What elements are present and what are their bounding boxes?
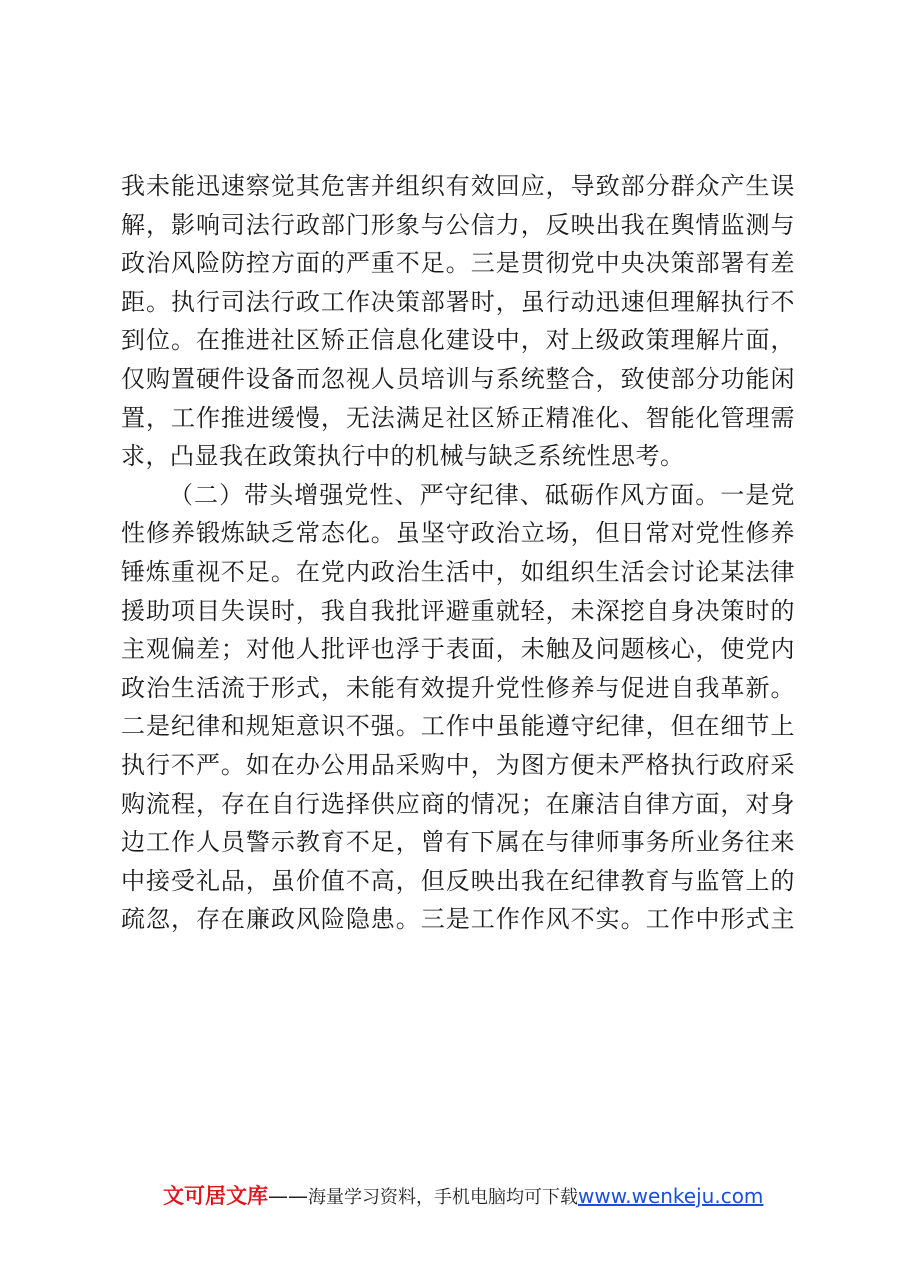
text-line: 性修养锻炼缺乏常态化。虽坚守政治立场，但日常对党性修养 [121,519,795,548]
website-link[interactable]: www.wenkeju.com [578,1184,764,1208]
text-line: 到位。在推进社区矫正信息化建设中，对上级政策理解片面， [121,326,795,355]
footer-banner [163,1181,763,1213]
section-heading-line: （二）带头增强党性、严守纪律、砥砺作风方面。一是党 [169,480,795,509]
body-text [121,167,795,939]
text-line: 执行不严。如在办公用品采购中，为图方便未严格执行政府采 [121,750,795,779]
footer-dash: —— [268,1184,308,1208]
text-line: 政治生活流于形式，未能有效提升党性修养与促进自我革新。 [121,673,795,702]
text-line: 中接受礼品，虽价值不高，但反映出我在纪律教育与监管上的 [121,866,795,895]
text-line: 边工作人员警示教育不足，曾有下属在与律师事务所业务往来 [121,828,795,857]
text-line: 购流程，存在自行选择供应商的情况；在廉洁自律方面，对身 [121,789,795,818]
text-line: 援助项目失误时，我自我批评避重就轻，未深挖自身决策时的 [121,596,795,625]
text-line: 二是纪律和规矩意识不强。工作中虽能遵守纪律，但在细节上 [121,712,795,741]
text-line: 解，影响司法行政部门形象与公信力，反映出我在舆情监测与 [121,210,795,239]
text-line: 疏忽，存在廉政风险隐患。三是工作作风不实。工作中形式主 [121,905,795,934]
footer-tagline: 海量学习资料，手机电脑均可下载 [308,1187,578,1208]
text-line: 政治风险防控方面的严重不足。三是贯彻党中央决策部署有差 [121,249,795,278]
text-line: 置，工作推进缓慢，无法满足社区矫正精准化、智能化管理需 [121,403,795,432]
brand-name: 文可居文库 [163,1184,268,1208]
text-line: 主观偏差；对他人批评也浮于表面，未触及问题核心，使党内 [121,635,795,664]
text-line: 我未能迅速察觉其危害并组织有效回应，导致部分群众产生误 [121,172,795,200]
text-line: 锤炼重视不足。在党内政治生活中，如组织生活会讨论某法律 [121,557,795,586]
text-line: 距。执行司法行政工作决策部署时，虽行动迅速但理解执行不 [121,287,795,316]
text-line: 仅购置硬件设备而忽视人员培训与系统整合，致使部分功能闲 [121,364,795,393]
text-line: 求，凸显我在政策执行中的机械与缺乏系统性思考。 [121,442,685,471]
